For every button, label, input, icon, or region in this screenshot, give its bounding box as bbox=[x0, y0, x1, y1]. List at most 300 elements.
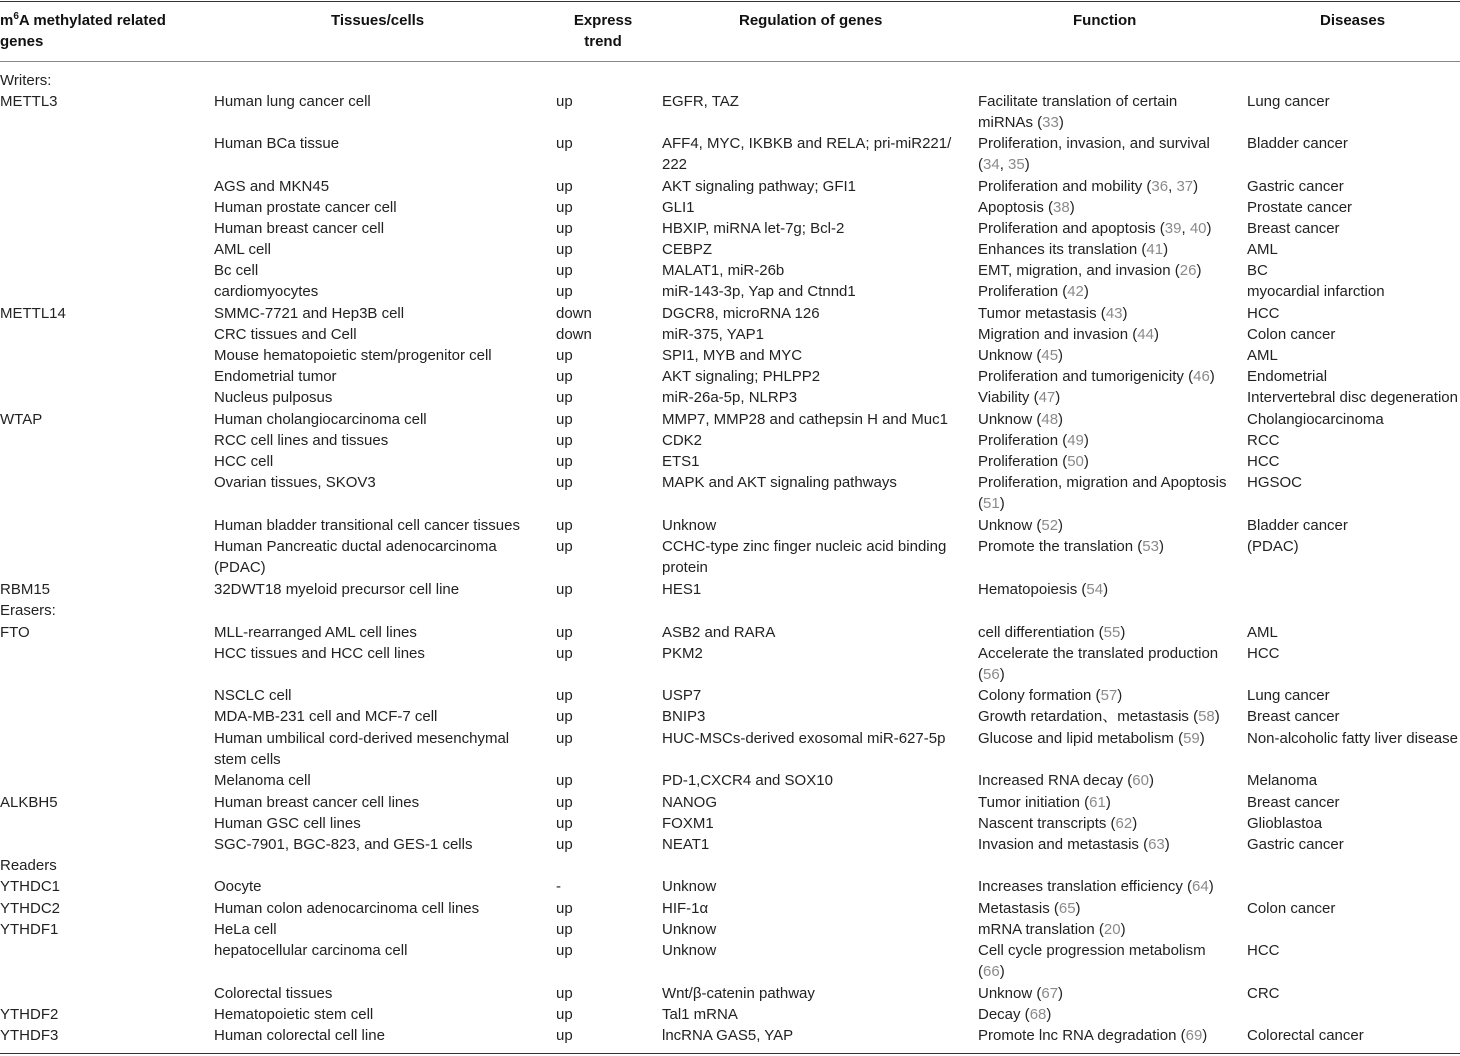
disease-cell-line: Colorectal cancer bbox=[1247, 1027, 1364, 1044]
trend-cell: up bbox=[556, 772, 573, 789]
gene-cell: ALKBH5 bbox=[0, 794, 58, 811]
function-line bbox=[978, 792, 1111, 813]
function-text: ) bbox=[1083, 453, 1089, 470]
tissue-cell-line: Nucleus pulposus bbox=[214, 389, 333, 406]
function-line bbox=[978, 919, 1126, 940]
tissue-cell bbox=[214, 91, 371, 112]
gene-cell: METTL3 bbox=[0, 93, 58, 110]
trend-cell: up bbox=[556, 241, 573, 258]
function-line bbox=[978, 515, 1063, 536]
section-erasers: Erasers: bbox=[0, 602, 56, 619]
table-row bbox=[0, 303, 1460, 324]
function-text: ) bbox=[1055, 389, 1061, 406]
function-line bbox=[978, 430, 1089, 451]
disease-cell bbox=[1247, 515, 1348, 536]
citation-link[interactable]: 67 bbox=[1041, 985, 1059, 1002]
table-row bbox=[0, 281, 1460, 302]
table-row bbox=[0, 898, 1460, 919]
function-cell bbox=[978, 387, 1060, 408]
disease-cell bbox=[1247, 324, 1335, 345]
table-row bbox=[0, 770, 1460, 791]
regulation-cell bbox=[662, 218, 844, 239]
regulation-cell-line: NEAT1 bbox=[662, 836, 710, 853]
tissue-cell-line: Ovarian tissues, SKOV3 bbox=[214, 474, 376, 491]
function-text: ) bbox=[1202, 1027, 1208, 1044]
citation-link[interactable]: 58 bbox=[1198, 708, 1215, 725]
function-line bbox=[978, 579, 1108, 600]
regulation-cell-line: ETS1 bbox=[662, 453, 700, 470]
regulation-cell-line: PKM2 bbox=[662, 645, 703, 662]
citation-link[interactable]: 48 bbox=[1041, 411, 1059, 428]
citation-link[interactable]: 41 bbox=[1146, 241, 1164, 258]
function-text: Proliferation ( bbox=[978, 453, 1068, 470]
regulation-cell bbox=[662, 876, 716, 897]
tissue-cell-line: Bc cell bbox=[214, 262, 259, 279]
disease-cell bbox=[1247, 239, 1278, 260]
function-text: Promote lnc RNA degradation ( bbox=[978, 1027, 1186, 1044]
function-text: Enhances its translation ( bbox=[978, 241, 1147, 258]
tissue-cell bbox=[214, 770, 311, 791]
disease-cell-line: AML bbox=[1247, 241, 1278, 258]
citation-link[interactable]: 35 bbox=[1008, 156, 1025, 173]
function-text: ) bbox=[1148, 772, 1154, 789]
disease-cell-line: HGSOC bbox=[1247, 474, 1303, 491]
disease-cell-line: Bladder cancer bbox=[1247, 517, 1348, 534]
gene-cell: FTO bbox=[0, 624, 30, 641]
tissue-cell-line: AGS and MKN45 bbox=[214, 178, 330, 195]
trend-cell: up bbox=[556, 411, 573, 428]
disease-cell bbox=[1247, 536, 1299, 557]
function-text: Decay ( bbox=[978, 1006, 1030, 1023]
function-cell bbox=[978, 197, 1075, 218]
tissue-cell bbox=[214, 451, 273, 472]
tissue-cell bbox=[214, 366, 337, 387]
disease-cell bbox=[1247, 133, 1348, 154]
table-row bbox=[0, 451, 1460, 472]
regulation-cell-line: HES1 bbox=[662, 581, 702, 598]
disease-cell bbox=[1247, 345, 1278, 366]
regulation-cell bbox=[662, 197, 695, 218]
function-cell bbox=[978, 91, 1177, 133]
tissue-cell-line: hepatocellular carcinoma cell bbox=[214, 942, 408, 959]
tissue-cell-line: Melanoma cell bbox=[214, 772, 311, 789]
function-cell bbox=[978, 536, 1164, 557]
disease-cell bbox=[1247, 260, 1268, 281]
tissue-cell bbox=[214, 536, 497, 578]
regulation-cell-line: miR-26a-5p, NLRP3 bbox=[662, 389, 798, 406]
regulation-cell-line: BNIP3 bbox=[662, 708, 706, 725]
citation-link[interactable]: 37 bbox=[1176, 178, 1194, 195]
tissue-cell bbox=[214, 643, 425, 664]
function-cell bbox=[978, 813, 1137, 834]
tissue-cell bbox=[214, 685, 292, 706]
function-text: ) bbox=[1120, 921, 1126, 938]
citation-link[interactable]: 39 bbox=[1164, 220, 1182, 237]
gene-cell: YTHDC2 bbox=[0, 900, 61, 917]
disease-cell bbox=[1247, 409, 1384, 430]
function-text: ) bbox=[1075, 900, 1081, 917]
regulation-cell-line: protein bbox=[662, 559, 708, 576]
function-text: ) bbox=[1024, 156, 1030, 173]
citation-link[interactable]: 64 bbox=[1192, 878, 1209, 895]
function-text: Tumor metastasis ( bbox=[978, 305, 1106, 322]
function-cell bbox=[978, 133, 1210, 175]
regulation-cell bbox=[662, 91, 739, 112]
function-text: Tumor initiation ( bbox=[978, 794, 1090, 811]
disease-cell bbox=[1247, 176, 1344, 197]
tissue-cell-line: SMMC-7721 and Hep3B cell bbox=[214, 305, 405, 322]
citation-link[interactable]: 45 bbox=[1041, 347, 1059, 364]
regulation-cell-line: Unknow bbox=[662, 921, 717, 938]
function-text: Glucose and lipid metabolism ( bbox=[978, 730, 1184, 747]
disease-cell-line: myocardial infarction bbox=[1247, 283, 1385, 300]
function-text: ) bbox=[1158, 538, 1164, 555]
tissue-cell-line: Human prostate cancer cell bbox=[214, 199, 397, 216]
table-row bbox=[0, 218, 1460, 239]
function-cell bbox=[978, 728, 1205, 749]
tissue-cell-line: Human GSC cell lines bbox=[214, 815, 361, 832]
function-text: ( bbox=[978, 963, 983, 980]
regulation-cell bbox=[662, 728, 945, 749]
tissue-cell-line: MLL-rearranged AML cell lines bbox=[214, 624, 417, 641]
tissue-cell bbox=[214, 876, 262, 897]
function-text: Viability ( bbox=[978, 389, 1039, 406]
function-line bbox=[978, 898, 1081, 919]
citation-link[interactable]: 53 bbox=[1142, 538, 1159, 555]
function-line bbox=[978, 1004, 1051, 1025]
gene-cell: RBM15 bbox=[0, 581, 51, 598]
function-text: ( bbox=[978, 666, 983, 683]
table-row bbox=[0, 1004, 1460, 1025]
regulation-cell-line: SPI1, MYB and MYC bbox=[662, 347, 803, 364]
tissue-cell bbox=[214, 218, 384, 239]
function-text: Unknow ( bbox=[978, 985, 1042, 1002]
citation-link[interactable]: 50 bbox=[1067, 453, 1084, 470]
function-text: ) bbox=[1208, 878, 1214, 895]
regulation-cell bbox=[662, 940, 716, 961]
function-line bbox=[978, 324, 1159, 345]
disease-cell bbox=[1247, 91, 1330, 112]
regulation-cell-line: PD-1,CXCR4 and SOX10 bbox=[662, 772, 833, 789]
citation-link[interactable]: 65 bbox=[1058, 900, 1076, 917]
citation-link[interactable]: 51 bbox=[983, 495, 1000, 512]
disease-cell bbox=[1247, 430, 1280, 451]
disease-cell-line: Breast cancer bbox=[1247, 794, 1340, 811]
citation-link[interactable]: 68 bbox=[1029, 1006, 1047, 1023]
disease-cell-line: CRC bbox=[1247, 985, 1280, 1002]
table-header bbox=[0, 0, 1460, 62]
function-text: Proliferation and tumorigenicity ( bbox=[978, 368, 1194, 385]
function-line bbox=[978, 940, 1206, 961]
disease-cell-line: AML bbox=[1247, 347, 1278, 364]
disease-cell-line: HCC bbox=[1247, 453, 1280, 470]
regulation-cell-line: HIF-1α bbox=[662, 900, 709, 917]
tissue-cell-line: MDA-MB-231 cell and MCF-7 cell bbox=[214, 708, 438, 725]
tissue-cell bbox=[214, 239, 271, 260]
disease-cell bbox=[1247, 1025, 1364, 1046]
citation-link[interactable]: 20 bbox=[1103, 921, 1121, 938]
tissue-cell bbox=[214, 919, 277, 940]
tissue-cell-line: Colorectal tissues bbox=[214, 985, 333, 1002]
header-regulation: Regulation of genes bbox=[739, 12, 883, 29]
table-row bbox=[0, 536, 1460, 576]
function-cell bbox=[978, 1025, 1207, 1046]
function-cell bbox=[978, 770, 1154, 791]
disease-cell-line: Glioblastoa bbox=[1247, 815, 1323, 832]
citation-link[interactable]: 43 bbox=[1105, 305, 1123, 322]
function-line bbox=[978, 91, 1177, 112]
regulation-cell bbox=[662, 770, 833, 791]
table-row bbox=[0, 813, 1460, 834]
function-text: Promote the translation ( bbox=[978, 538, 1143, 555]
regulation-cell-line: MMP7, MMP28 and cathepsin H and Muc1 bbox=[662, 411, 948, 428]
header-function: Function bbox=[1073, 12, 1137, 29]
tissue-cell-line: SGC-7901, BGC-823, and GES-1 cells bbox=[214, 836, 473, 853]
function-text: ) bbox=[1105, 794, 1111, 811]
trend-cell: up bbox=[556, 624, 573, 641]
trend-cell: up bbox=[556, 135, 573, 152]
regulation-cell-line: CEBPZ bbox=[662, 241, 713, 258]
table-row bbox=[0, 876, 1460, 897]
function-cell bbox=[978, 898, 1081, 919]
function-text: Proliferation ( bbox=[978, 432, 1068, 449]
regulation-cell-line: CDK2 bbox=[662, 432, 703, 449]
function-line bbox=[978, 197, 1075, 218]
regulation-cell-line: NANOG bbox=[662, 794, 718, 811]
citation-link[interactable]: 60 bbox=[1132, 772, 1149, 789]
tissue-cell-line: HCC tissues and HCC cell lines bbox=[214, 645, 425, 662]
tissue-cell bbox=[214, 260, 258, 281]
disease-cell bbox=[1247, 197, 1352, 218]
citation-link[interactable]: 61 bbox=[1089, 794, 1106, 811]
function-text: ) bbox=[1058, 411, 1064, 428]
function-text: ) bbox=[1058, 114, 1064, 131]
disease-cell-line: Colon cancer bbox=[1247, 326, 1336, 343]
function-text: ) bbox=[1058, 517, 1064, 534]
tissue-cell bbox=[214, 1025, 385, 1046]
citation-link[interactable]: 59 bbox=[1183, 730, 1200, 747]
function-text: Nascent transcripts ( bbox=[978, 815, 1116, 832]
tissue-cell-line: RCC cell lines and tissues bbox=[214, 432, 389, 449]
function-text: cell differentiation ( bbox=[978, 624, 1104, 641]
tissue-cell bbox=[214, 1004, 373, 1025]
table-row bbox=[0, 345, 1460, 366]
disease-cell-line: Lung cancer bbox=[1247, 687, 1330, 704]
regulation-cell-line: ASB2 and RARA bbox=[662, 624, 776, 641]
tissue-cell-line: Human colorectal cell line bbox=[214, 1027, 385, 1044]
function-cell bbox=[978, 579, 1108, 600]
table-row bbox=[0, 728, 1460, 768]
table-row bbox=[0, 366, 1460, 387]
function-line bbox=[978, 112, 1177, 133]
function-cell bbox=[978, 940, 1206, 982]
tissue-cell-line: Human colon adenocarcinoma cell lines bbox=[214, 900, 480, 917]
regulation-cell-line: DGCR8, microRNA 126 bbox=[662, 305, 820, 322]
citation-link[interactable]: 54 bbox=[1086, 581, 1104, 598]
tissue-cell bbox=[214, 728, 509, 770]
citation-link[interactable]: 36 bbox=[1151, 178, 1169, 195]
disease-cell-line: Breast cancer bbox=[1247, 220, 1340, 237]
function-text: Cell cycle progression metabolism bbox=[978, 942, 1206, 959]
trend-cell: up bbox=[556, 199, 573, 216]
function-line bbox=[978, 493, 1226, 514]
function-text: ) bbox=[1196, 262, 1202, 279]
regulation-cell bbox=[662, 176, 856, 197]
citation-link[interactable]: 42 bbox=[1067, 283, 1084, 300]
tissue-cell-line: Human lung cancer cell bbox=[214, 93, 371, 110]
function-cell bbox=[978, 239, 1168, 260]
regulation-cell bbox=[662, 239, 712, 260]
citation-link[interactable]: 47 bbox=[1038, 389, 1056, 406]
citation-link[interactable]: 38 bbox=[1053, 199, 1070, 216]
function-text: ) bbox=[1120, 624, 1126, 641]
table-row bbox=[0, 91, 1460, 131]
function-cell bbox=[978, 622, 1125, 643]
table-row bbox=[0, 685, 1460, 706]
citation-link[interactable]: 34 bbox=[983, 156, 1000, 173]
function-line bbox=[978, 961, 1206, 982]
disease-cell bbox=[1247, 898, 1335, 919]
tissue-cell-line: HCC cell bbox=[214, 453, 274, 470]
table-row bbox=[0, 1025, 1460, 1046]
function-line bbox=[978, 834, 1170, 855]
disease-cell bbox=[1247, 303, 1280, 324]
function-text: ) bbox=[1083, 283, 1089, 300]
disease-cell-line: Intervertebral disc degeneration bbox=[1247, 389, 1458, 406]
function-text: ) bbox=[1199, 730, 1205, 747]
tissue-cell bbox=[214, 834, 472, 855]
regulation-cell bbox=[662, 324, 764, 345]
tissue-cell-line: Human breast cancer cell bbox=[214, 220, 385, 237]
citation-link[interactable]: 46 bbox=[1193, 368, 1210, 385]
header-express-trend: Express trend bbox=[573, 12, 633, 50]
regulation-cell bbox=[662, 451, 700, 472]
function-cell bbox=[978, 260, 1201, 281]
table-row bbox=[0, 940, 1460, 980]
trend-cell: up bbox=[556, 220, 573, 237]
function-line bbox=[978, 176, 1198, 197]
function-text: Proliferation ( bbox=[978, 283, 1068, 300]
function-line bbox=[978, 154, 1210, 175]
regulation-cell bbox=[662, 643, 703, 664]
trend-cell: up bbox=[556, 900, 573, 917]
header-rule bbox=[0, 61, 1460, 62]
tissue-cell bbox=[214, 345, 492, 366]
trend-cell: up bbox=[556, 985, 573, 1002]
disease-cell bbox=[1247, 728, 1458, 749]
trend-cell: up bbox=[556, 453, 573, 470]
table-row bbox=[0, 792, 1460, 813]
citation-link[interactable]: 33 bbox=[1042, 114, 1059, 131]
function-text: ) bbox=[999, 963, 1005, 980]
function-text: ) bbox=[1083, 432, 1089, 449]
regulation-cell bbox=[662, 409, 948, 430]
table-row bbox=[0, 239, 1460, 260]
function-text: Increases translation efficiency ( bbox=[978, 878, 1192, 895]
disease-cell bbox=[1247, 387, 1458, 408]
function-text: Unknow ( bbox=[978, 517, 1042, 534]
regulation-cell-line: miR-375, YAP1 bbox=[662, 326, 764, 343]
function-cell bbox=[978, 1004, 1051, 1025]
tissue-cell bbox=[214, 983, 332, 1004]
table-row bbox=[0, 643, 1460, 683]
tissue-cell-line: Human bladder transitional cell cancer tissues bbox=[214, 517, 520, 534]
table-row bbox=[0, 472, 1460, 512]
function-text: ) bbox=[1214, 708, 1220, 725]
function-text: ) bbox=[1132, 815, 1138, 832]
disease-cell bbox=[1247, 792, 1340, 813]
disease-cell-line: HCC bbox=[1247, 305, 1280, 322]
trend-cell: - bbox=[556, 878, 561, 895]
function-line bbox=[978, 876, 1214, 897]
regulation-cell bbox=[662, 387, 797, 408]
trend-cell: up bbox=[556, 178, 573, 195]
tissue-cell-line: Human breast cancer cell lines bbox=[214, 794, 420, 811]
trend-cell: up bbox=[556, 432, 573, 449]
tissue-cell bbox=[214, 940, 407, 961]
regulation-cell-line: Unknow bbox=[662, 517, 717, 534]
trend-cell: up bbox=[556, 93, 573, 110]
table-row bbox=[0, 133, 1460, 173]
regulation-cell bbox=[662, 983, 815, 1004]
citation-link[interactable]: 44 bbox=[1137, 326, 1154, 343]
regulation-cell-line: miR-143-3p, Yap and Ctnnd1 bbox=[662, 283, 856, 300]
tissue-cell-line: stem cells bbox=[214, 751, 281, 768]
function-line bbox=[978, 472, 1226, 493]
trend-cell: up bbox=[556, 538, 573, 555]
disease-cell-line: Lung cancer bbox=[1247, 93, 1330, 110]
citation-link[interactable]: 55 bbox=[1103, 624, 1121, 641]
citation-link[interactable]: 66 bbox=[983, 963, 1000, 980]
gene-cell: METTL14 bbox=[0, 305, 66, 322]
function-cell bbox=[978, 983, 1063, 1004]
function-text: Apoptosis ( bbox=[978, 199, 1054, 216]
citation-link[interactable]: 52 bbox=[1041, 517, 1059, 534]
disease-cell bbox=[1247, 770, 1317, 791]
regulation-cell bbox=[662, 792, 717, 813]
citation-link[interactable]: 56 bbox=[983, 666, 1000, 683]
tissue-cell bbox=[214, 133, 339, 154]
tissue-cell bbox=[214, 813, 361, 834]
tissue-cell bbox=[214, 579, 459, 600]
citation-link[interactable]: 57 bbox=[1100, 687, 1118, 704]
function-line bbox=[978, 770, 1154, 791]
trend-cell: up bbox=[556, 474, 573, 491]
function-line bbox=[978, 1025, 1207, 1046]
tissue-cell-line: Human Pancreatic ductal adenocarcinoma bbox=[214, 538, 497, 555]
citation-link[interactable]: 49 bbox=[1067, 432, 1084, 449]
citation-link[interactable]: 69 bbox=[1185, 1027, 1203, 1044]
function-text: ) bbox=[1164, 836, 1170, 853]
function-text: miRNAs ( bbox=[978, 114, 1043, 131]
function-text: Invasion and metastasis ( bbox=[978, 836, 1149, 853]
tissue-cell-line: HeLa cell bbox=[214, 921, 277, 938]
disease-cell bbox=[1247, 983, 1280, 1004]
citation-link[interactable]: 40 bbox=[1189, 220, 1207, 237]
regulation-cell bbox=[662, 133, 951, 175]
function-text: EMT, migration, and invasion ( bbox=[978, 262, 1180, 279]
regulation-cell bbox=[662, 1025, 793, 1046]
citation-link[interactable]: 63 bbox=[1148, 836, 1165, 853]
regulation-cell-line: Unknow bbox=[662, 942, 717, 959]
citation-link[interactable]: 26 bbox=[1179, 262, 1197, 279]
function-text: Accelerate the translated production bbox=[978, 645, 1219, 662]
table-row bbox=[0, 430, 1460, 451]
trend-cell: up bbox=[556, 389, 573, 406]
trend-cell: down bbox=[556, 305, 592, 322]
citation-link[interactable]: 62 bbox=[1115, 815, 1133, 832]
function-text: Proliferation and mobility ( bbox=[978, 178, 1152, 195]
